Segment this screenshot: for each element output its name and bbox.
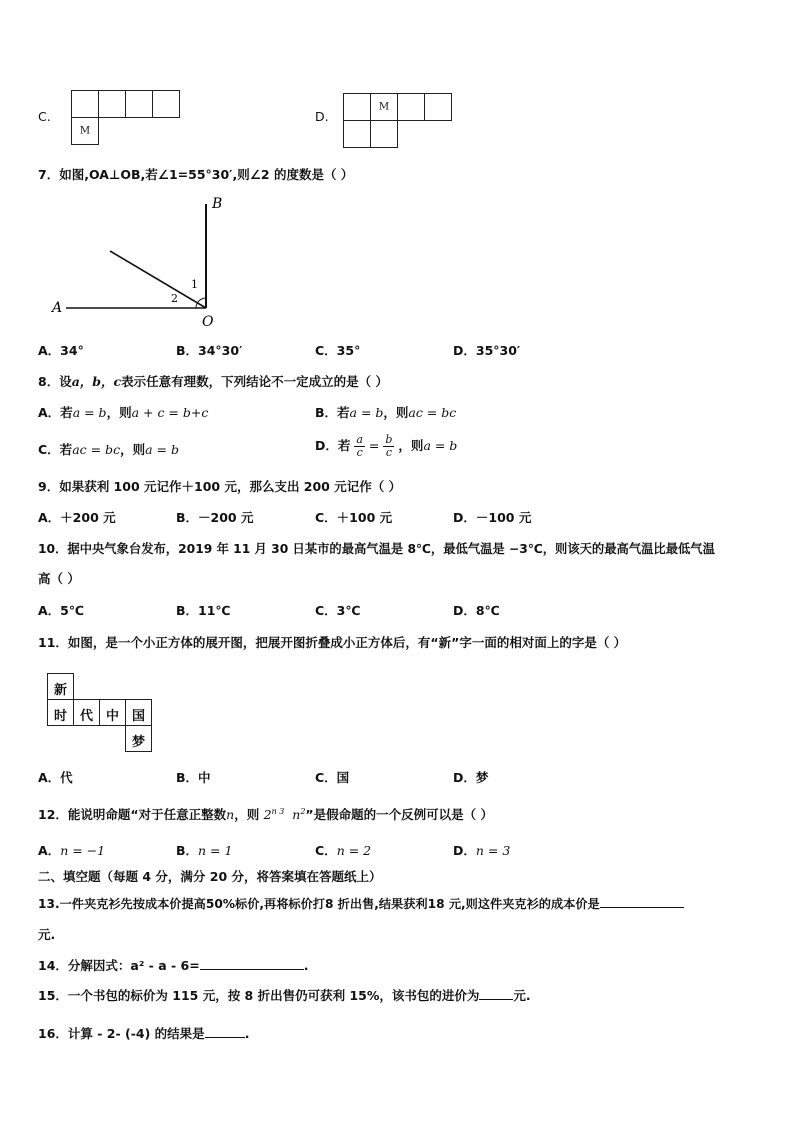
q6-option-d-label: D. xyxy=(315,109,329,124)
point-o-label: O xyxy=(202,314,214,330)
q16-stem xyxy=(38,1028,249,1041)
q7-angle-figure xyxy=(40,190,240,330)
q8-d-num2: b xyxy=(385,433,393,446)
q12-d-val: n = 3 xyxy=(475,843,511,858)
q12-c-val: n = 2 xyxy=(336,843,372,858)
q13-stem xyxy=(38,898,684,910)
cube-face-shi: 时 xyxy=(53,709,67,724)
q8-b-mid: ，则 xyxy=(383,405,409,420)
q8-a-mid: ，则 xyxy=(106,405,132,420)
q8-option-a xyxy=(38,407,208,420)
q14-answer-blank xyxy=(200,969,304,970)
q8-stem xyxy=(38,376,388,389)
angle-1-label: 1 xyxy=(191,278,198,291)
cube-face-zhong: 中 xyxy=(105,709,119,724)
q8-b-cond: a = b xyxy=(349,405,384,420)
q8-c-label: C．若 xyxy=(38,442,73,457)
q16-stem-text: 16．计算 - 2- (-4) 的结果是 xyxy=(38,1026,205,1041)
q12-stem-pre: 12．能说明命题“对于任意正整数 xyxy=(38,807,227,823)
q6-c-m-mark: M xyxy=(79,125,91,137)
q8-d-frac-1 xyxy=(354,434,365,458)
q10-stem-line1: 10．据中央气象台发布，2019 年 11 月 30 日某市的最高气温是 8℃，最低气温是 −3℃，则该天的最高气温比最低气温 xyxy=(38,542,715,556)
q7-option-a: A．34° xyxy=(38,343,84,358)
q11-option-d: D．梦 xyxy=(453,770,489,785)
q8-d-label: D．若 xyxy=(315,437,351,453)
q10-option-a: A．5℃ xyxy=(38,603,85,618)
point-a-label: A xyxy=(52,300,63,316)
q8-a-label: A．若 xyxy=(38,405,73,420)
q12-option-b xyxy=(176,845,232,858)
q10-option-b: B．11℃ xyxy=(176,603,231,618)
q8-c-cond: ac = bc xyxy=(72,442,121,457)
q16-tail: . xyxy=(244,1026,250,1041)
q8-d-frac-2 xyxy=(383,434,394,458)
q13-answer-blank xyxy=(600,907,684,908)
q8-option-c xyxy=(38,444,179,457)
q8-stem-pre: 8．设 xyxy=(38,374,72,389)
q12-expr-base2: n xyxy=(292,807,301,823)
cube-face-dai: 代 xyxy=(79,709,93,724)
cube-face-guo: 国 xyxy=(131,709,145,724)
q12-d-label: D． xyxy=(453,843,476,858)
q15-stem-text: 15．一个书包的标价为 115 元，按 8 折出售仍可获利 15%，该书包的进价为 xyxy=(38,988,480,1003)
q8-stem-post: 表示任意有理数，下列结论不一定成立的是（ ） xyxy=(121,374,389,389)
q12-option-a xyxy=(38,845,105,858)
q15-answer-blank xyxy=(479,999,513,1000)
q12-stem-post: ”是假命题的一个反例可以是（ ） xyxy=(305,807,493,823)
q6-d-m-mark: M xyxy=(378,101,390,113)
q7-option-c: C．35° xyxy=(315,343,361,358)
q7-option-b: B．34°30′ xyxy=(176,343,243,358)
q12-option-d xyxy=(453,845,510,858)
q12-expr-exp2: 2 xyxy=(300,807,306,816)
q7-option-d: D．35°30′ xyxy=(453,343,521,358)
q16-answer-blank xyxy=(205,1037,245,1038)
q13-stem-text: 13.一件夹克衫先按成本价提高50%标价,再将标价打8 折出售,结果获利18 元,则这件夹克衫的成本价是 xyxy=(38,897,600,911)
q8-c-mid: ，则 xyxy=(120,442,146,457)
q12-b-val: n = 1 xyxy=(198,843,233,858)
q14-stem xyxy=(38,960,308,973)
q8-b-res: ac = bc xyxy=(408,405,457,420)
q7-stem: 7．如图,OA⊥OB,若∠1=55°30′,则∠2 的度数是（ ） xyxy=(38,167,354,182)
q12-expr-base1: 2 xyxy=(263,807,272,823)
q11-option-a: A．代 xyxy=(38,770,73,785)
q9-option-d: D．－100 元 xyxy=(453,510,532,525)
q8-option-d xyxy=(315,434,457,458)
q10-option-c: C．3℃ xyxy=(315,603,361,618)
q8-c-res: a = b xyxy=(145,442,179,457)
q8-d-eq: = xyxy=(368,437,380,453)
q8-d-res: a = b xyxy=(423,437,458,453)
q12-option-c xyxy=(315,845,371,858)
q8-b-label: B．若 xyxy=(315,405,350,420)
q12-stem-mid: ，则 xyxy=(234,807,260,823)
q9-option-b: B．－200 元 xyxy=(176,510,254,525)
angle-2-label: 2 xyxy=(171,292,178,305)
q9-option-c: C．＋100 元 xyxy=(315,510,393,525)
cube-face-meng: 梦 xyxy=(131,735,145,750)
q8-stem-vars: a，b，c xyxy=(71,374,122,389)
q12-b-label: B． xyxy=(176,843,199,858)
q13-tail: 元. xyxy=(38,927,56,942)
q8-a-res: a + c = b+c xyxy=(131,405,209,420)
q8-d-mid: ，则 xyxy=(398,437,424,453)
q11-stem: 11．如图，是一个小正方体的展开图，把展开图折叠成小正方体后，有“新”字一面的相对面上的字是（ ） xyxy=(38,635,627,650)
q11-option-b: B．中 xyxy=(176,770,211,785)
q8-d-den1: c xyxy=(356,445,363,459)
point-b-label: B xyxy=(212,196,223,212)
q8-d-num1: a xyxy=(356,433,363,446)
q14-stem-text: 14．分解因式：a² - a - 6= xyxy=(38,958,200,973)
q6-option-c-label: C. xyxy=(38,109,51,124)
q12-stem xyxy=(38,808,493,822)
q10-stem-line2: 高（ ） xyxy=(38,571,80,586)
q12-a-label: A． xyxy=(38,843,61,858)
q14-tail: . xyxy=(303,958,309,973)
q12-c-label: C． xyxy=(315,843,337,858)
q12-expr-exp1: n 3 xyxy=(271,807,285,816)
section-2-title: 二、填空题（每题 4 分，满分 20 分，将答案填在答题纸上） xyxy=(38,869,382,884)
q8-a-cond: a = b xyxy=(72,405,107,420)
q9-option-a: A．＋200 元 xyxy=(38,510,116,525)
q15-tail: 元. xyxy=(513,988,531,1003)
q8-d-den2: c xyxy=(385,445,392,459)
q15-stem xyxy=(38,990,531,1003)
q12-expr xyxy=(264,807,306,822)
q11-option-c: C．国 xyxy=(315,770,350,785)
q12-a-val: n = −1 xyxy=(60,843,106,858)
q12-stem-n: n xyxy=(226,807,235,823)
q9-stem: 9．如果获利 100 元记作＋100 元，那么支出 200 元记作（ ） xyxy=(38,479,402,494)
q8-option-b xyxy=(315,407,456,420)
q10-option-d: D．8℃ xyxy=(453,603,500,618)
cube-face-xin: 新 xyxy=(53,683,67,698)
